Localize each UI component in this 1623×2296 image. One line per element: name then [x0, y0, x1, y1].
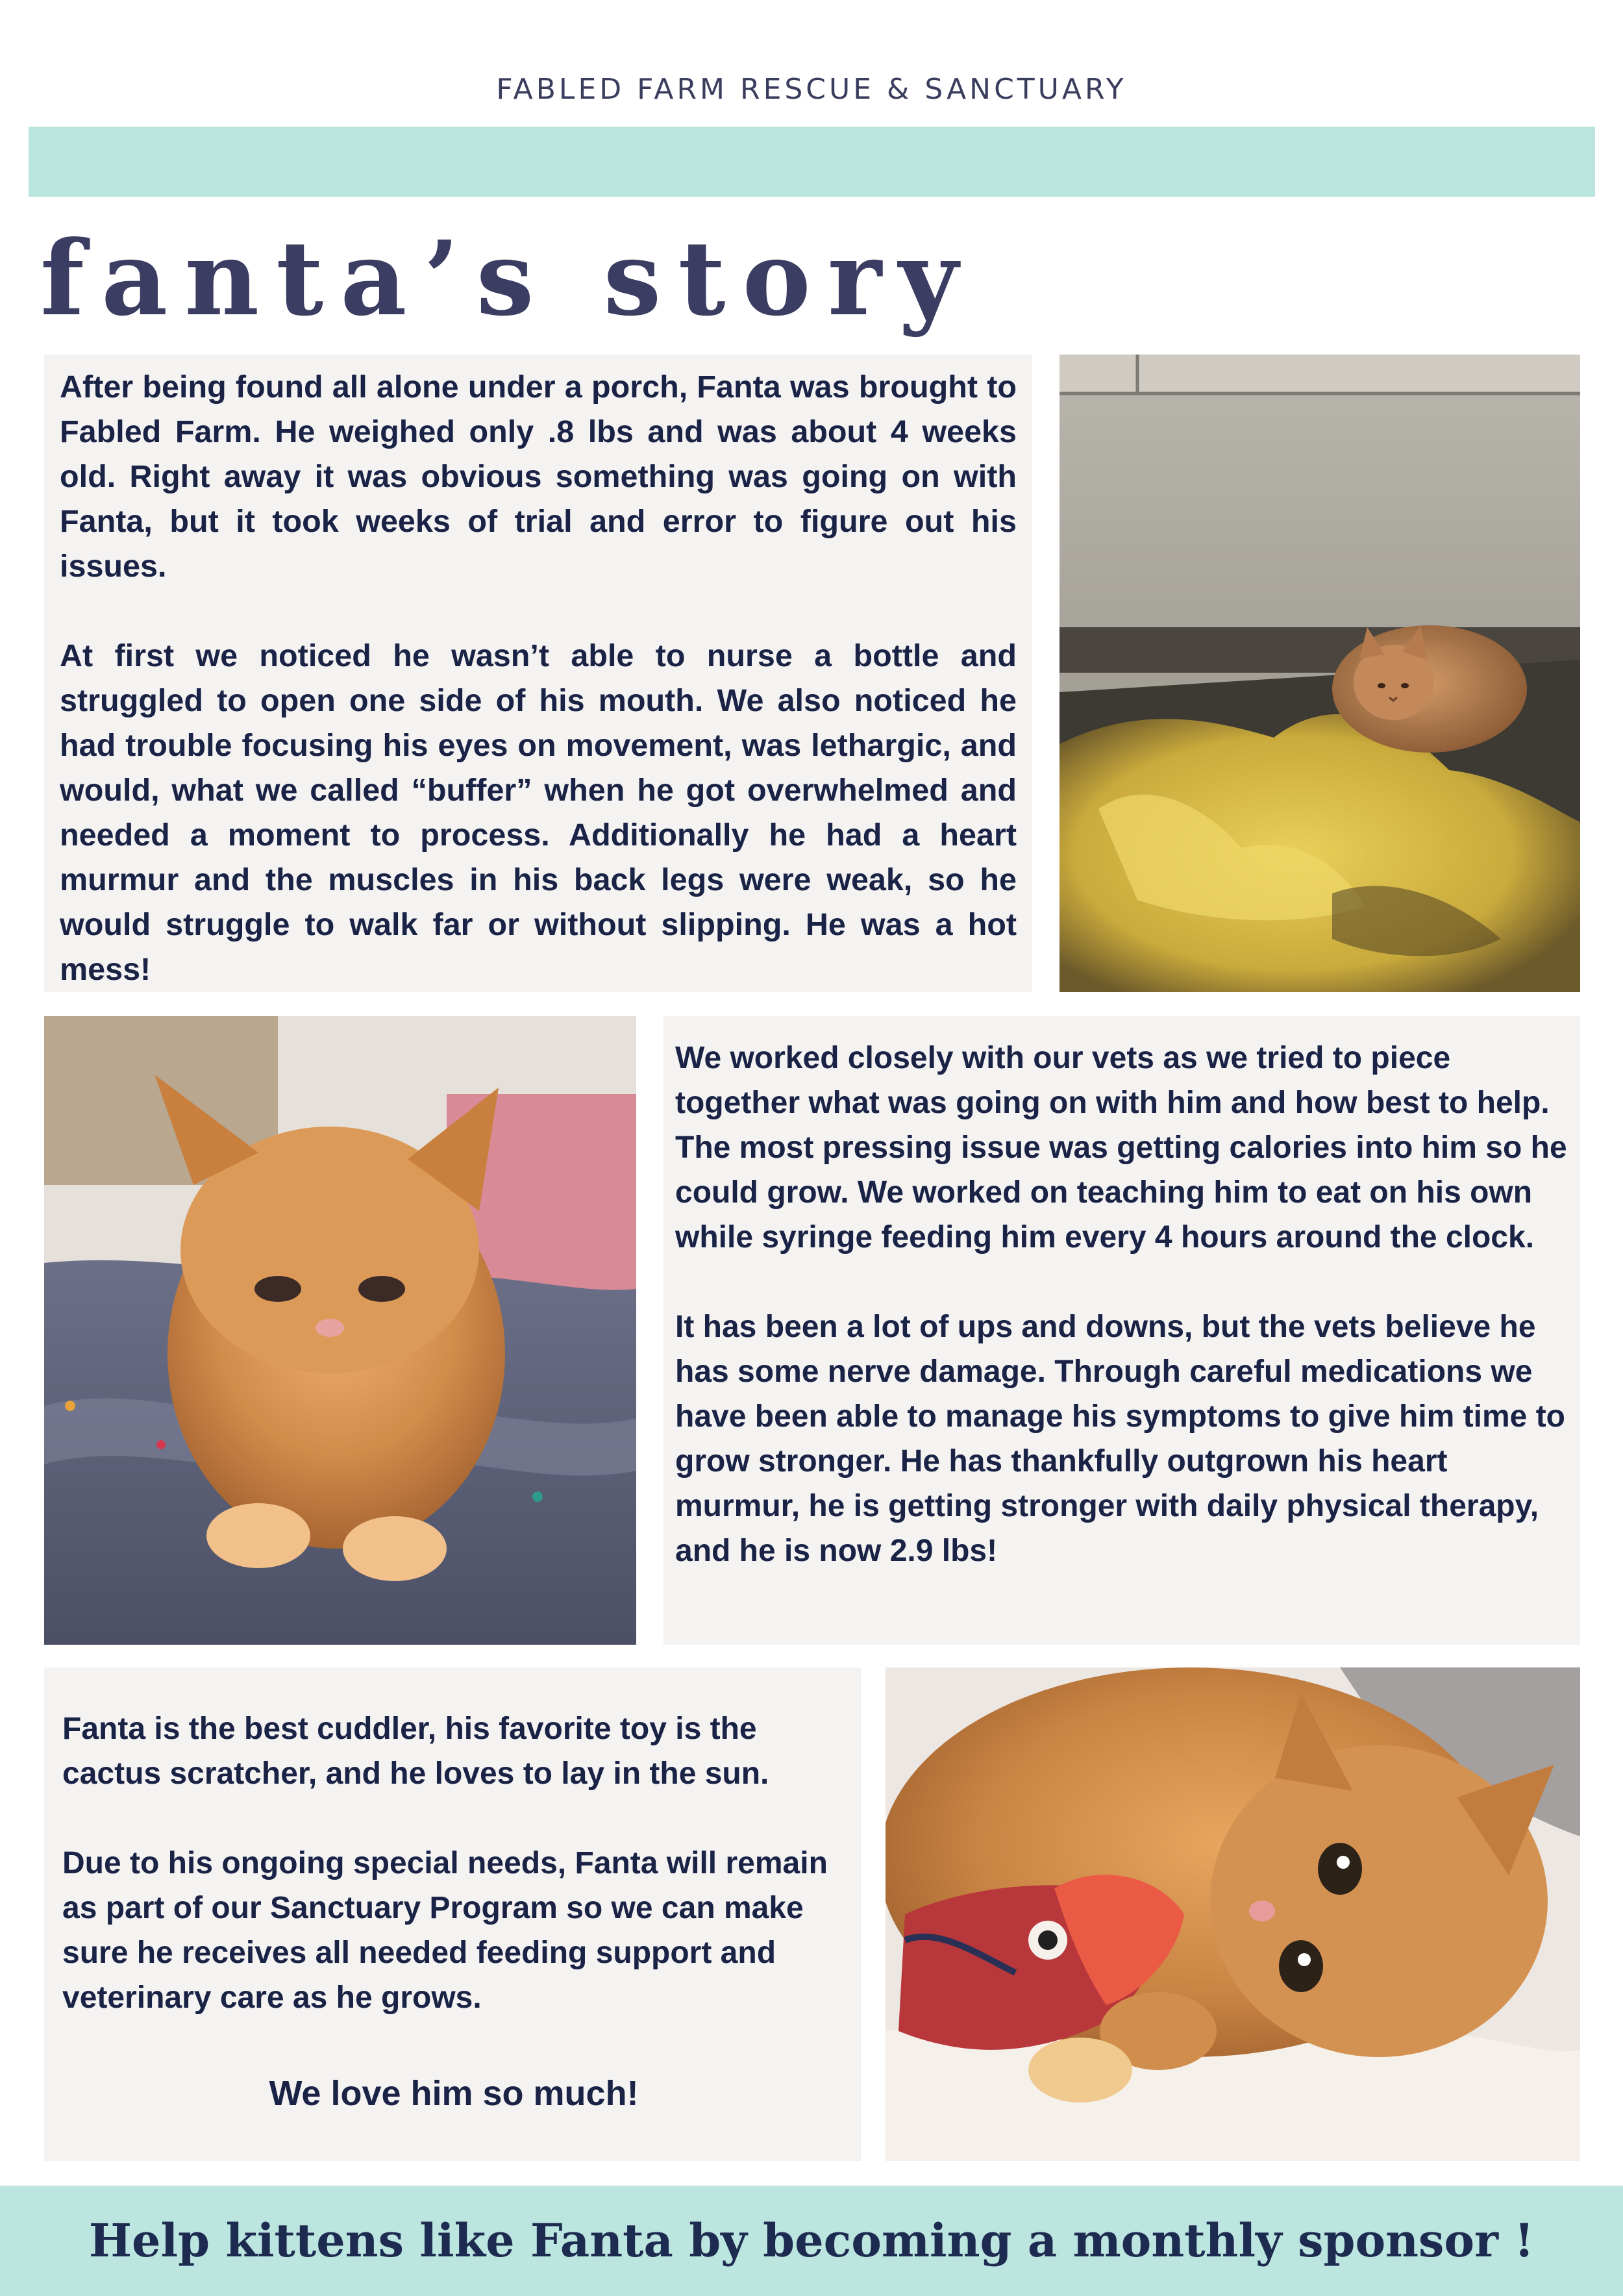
story-paragraph: After being found all alone under a porch, Fanta was brought to Fabled Farm. He weighed only .8 lbs and was about 4 weeks old. Right away it was obvious something was going on with Fanta, but it took weeks of trial and error to figure out his issues. [60, 369, 1017, 584]
story-paragraph: We worked closely with our vets as we tried to piece together what was going on with him and how best to help. The most pressing issue was getting calories into him so he could grow. We worked on teaching him to eat on his own while syringe feeding him every 4 hours around the clock. [675, 1041, 1567, 1254]
header-band [29, 127, 1595, 197]
story-title: fanta’s story [40, 219, 975, 339]
kitten-on-blanket-photo [44, 1016, 636, 1645]
story-paragraph: Due to his ongoing special needs, Fanta will remain as part of our Sanctuary Program so we can make sure he receives all needed feeding support and veterinary care as he grows. [62, 1846, 828, 2015]
story-intro-box [44, 355, 1032, 992]
story-closing-box [44, 1667, 861, 2161]
sponsor-call-to-action: Help kittens like Fanta by becoming a monthly sponsor ! [88, 2214, 1535, 2267]
kitten-under-porch-photo [1059, 355, 1580, 992]
story-paragraph: Fanta is the best cuddler, his favorite toy is the cactus scratcher, and he loves to lay in the sun. [62, 1712, 769, 1791]
closing-line: We love him so much! [269, 2074, 639, 2113]
story-paragraph: At first we noticed he wasn’t able to nurse a bottle and struggled to open one side of his mouth. We also noticed he had trouble focusing his eyes on movement, was lethargic, and would, what we called “buffer” when he got overwhelmed and needed a moment to process. Additionally he had a heart murmur and the muscles in his back legs were weak, so he would struggle to walk far or without slipping. He was a hot mess! [60, 638, 1017, 987]
organization-name: FABLED FARM RESCUE & SANCTUARY [496, 73, 1127, 106]
story-care-box [663, 1016, 1580, 1645]
story-paragraph: It has been a lot of ups and downs, but the vets believe he has some nerve damage. Through careful medications we have been able to manage his symptoms to give him time to grow stronger. He has thankfully outgrown his heart murmur, he is getting stronger with daily physical therapy, and he is now 2.9 lbs! [675, 1310, 1565, 1568]
kitten-with-toy-photo [886, 1667, 1580, 2161]
footer-band [0, 2186, 1623, 2296]
